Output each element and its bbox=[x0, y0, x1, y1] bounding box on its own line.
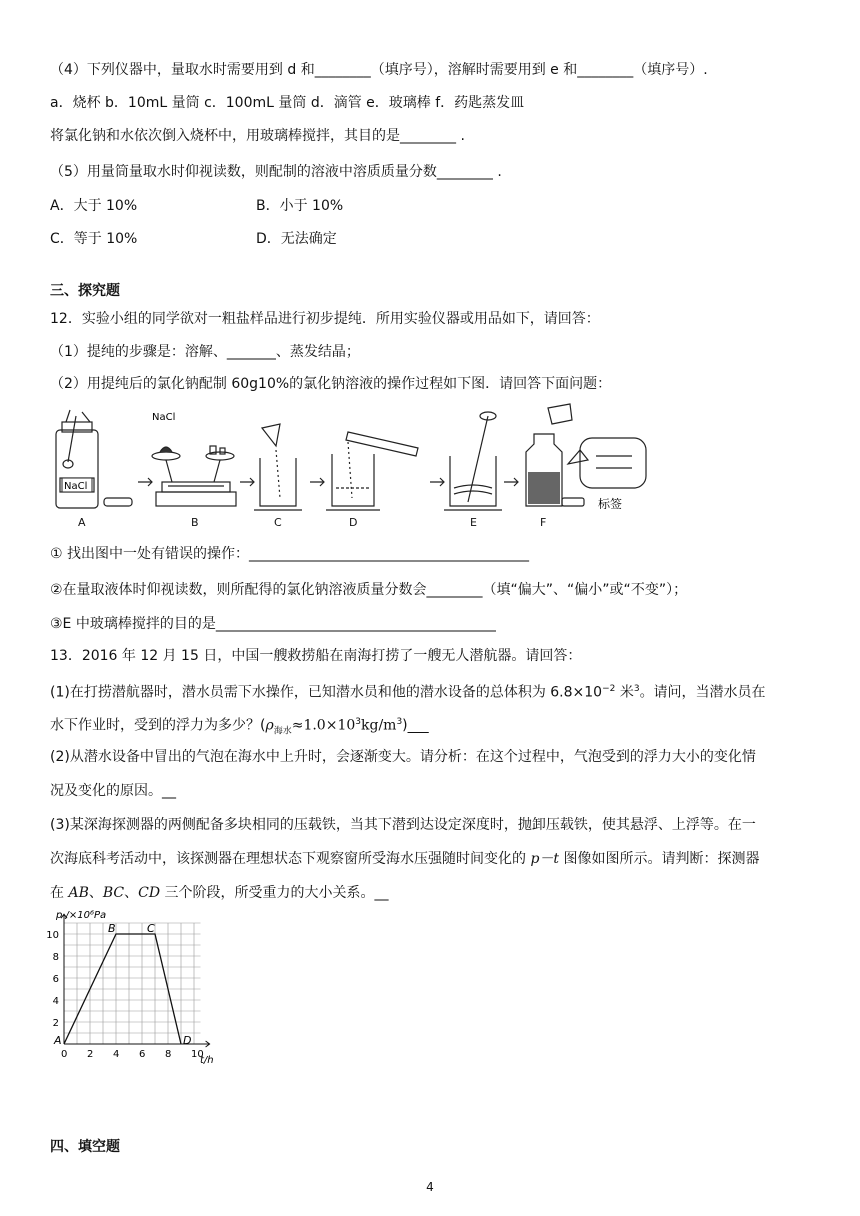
x-tick-label: 10 bbox=[191, 1049, 204, 1060]
q12-subq3: ③E 中玻璃棒搅拌的目的是________________________________________ bbox=[50, 616, 496, 632]
q13-part3-line1: (3)某深海探测器的两侧配备多块相同的压载铁，当其下潜到达设定深度时，抛卸压载铁，使其悬浮、上浮等。在一 bbox=[50, 817, 756, 833]
pressure-time-chart bbox=[40, 908, 240, 1068]
q12-part1: （1）提纯的步骤是：溶解、_______、蒸发结晶； bbox=[50, 344, 360, 360]
y-tick-label: 10 bbox=[46, 930, 59, 941]
y-axis-label: p /×10⁶Pa bbox=[56, 910, 107, 921]
arrow-c-d bbox=[310, 478, 324, 486]
q12-subq2: ②在量取液体时仰视读数，则所配得的氯化钠溶液质量分数会________（填“偏大”、“偏小”或“不变”）； bbox=[50, 582, 688, 598]
q12-subq1: ① 找出图中一处有错误的操作：________________________________________ bbox=[50, 546, 530, 562]
arrow-d-e bbox=[430, 478, 444, 486]
y-tick-label: 8 bbox=[52, 952, 59, 963]
y-tick-label: 4 bbox=[52, 996, 59, 1007]
option-d: D．无法确定 bbox=[256, 231, 337, 247]
x-tick-label: 8 bbox=[165, 1049, 172, 1060]
nacl-jar-label: NaCl bbox=[64, 481, 88, 492]
q12-stem: 12．实验小组的同学欲对一粗盐样品进行初步提纯．所用实验仪器或用品如下，请回答： bbox=[50, 311, 600, 327]
beaker-c-illustration bbox=[254, 424, 302, 510]
x-axis-label: t/h bbox=[200, 1055, 214, 1066]
q13-part2-line2: 况及变化的原因。__ bbox=[50, 783, 176, 799]
q13-part2-line1: (2)从潜水设备中冒出的气泡在海水中上升时，会逐渐变大。请分析：在这个过程中，气泡受到的浮力大小的变化情 bbox=[50, 749, 756, 765]
page-number: 4 bbox=[426, 1180, 434, 1194]
option-a: A．大于 10% bbox=[50, 198, 138, 214]
q11-part4-line3: 将氯化钠和水依次倒入烧杯中，用玻璃棒搅拌，其目的是________ . bbox=[50, 128, 465, 144]
option-c: C．等于 10% bbox=[50, 231, 138, 247]
q13-stem: 13．2016 年 12 月 15 日，中国一艘救捞船在南海打捞了一艘无人潜航器。请回答： bbox=[50, 648, 582, 664]
point-label-a: A bbox=[54, 1034, 62, 1047]
step-label-b: B bbox=[191, 516, 199, 529]
q11-part4-line1: （4）下列仪器中，量取水时需要用到 d 和________（填序号），溶解时需要用到 e 和________（填序号）. bbox=[50, 62, 708, 78]
beaker-e-illustration bbox=[444, 412, 502, 510]
q13-part1-line2: 水下作业时，受到的浮力为多少？$(\rho_{海水}\approx 1.0\times 10^3kg/m^3)\_\_\_$ bbox=[50, 717, 429, 737]
section-heading-4: 四、填空题 bbox=[50, 1139, 120, 1155]
tag-label: 标签 bbox=[598, 497, 623, 511]
x-tick-label: 4 bbox=[113, 1049, 120, 1060]
experiment-figure bbox=[48, 402, 648, 532]
reagent-jar-illustration bbox=[56, 410, 132, 508]
point-label-c: C bbox=[147, 922, 155, 935]
bottle-f-illustration bbox=[526, 404, 646, 506]
step-label-d: D bbox=[349, 516, 358, 529]
step-label-f: F bbox=[540, 516, 547, 529]
y-tick-label: 6 bbox=[52, 974, 59, 985]
step-label-e: E bbox=[470, 516, 477, 529]
y-tick-label: 2 bbox=[52, 1018, 59, 1029]
q13-part1-line1: (1)在打捞潜航器时，潜水员需下水操作，已知潜水员和他的潜水设备的总体积为 $6.8\times 10^{-2}$ 米$^3$。请问，当潜水员在 bbox=[50, 684, 766, 701]
step-label-c: C bbox=[274, 516, 282, 529]
arrow-b-c bbox=[240, 478, 254, 486]
point-label-d: D bbox=[183, 1034, 192, 1047]
section-heading-3: 三、探究题 bbox=[50, 283, 120, 299]
x-tick-label: 6 bbox=[139, 1049, 146, 1060]
q13-part3-line3: 在 AB、BC、CD 三个阶段，所受重力的大小关系。__ bbox=[50, 885, 389, 901]
x-tick-label: 0 bbox=[61, 1049, 68, 1060]
q13-part3-line2: 次海底科考活动中，该探测器在理想状态下观察窗所受海水压强随时间变化的 p－t 图像如图所示。请判断：探测器 bbox=[50, 851, 760, 867]
nacl-balance-label: NaCl bbox=[152, 412, 176, 423]
beaker-d-illustration bbox=[326, 432, 418, 510]
point-label-b: B bbox=[108, 922, 116, 935]
option-b: B．小于 10% bbox=[256, 198, 344, 214]
q11-part4-items: a．烧杯 b．10mL 量筒 c．100mL 量筒 d．滴管 e．玻璃棒 f．药匙蒸发皿 bbox=[50, 95, 525, 111]
q11-part5: （5）用量筒量取水时仰视读数，则配制的溶液中溶质质量分数________ . bbox=[50, 164, 502, 180]
arrow-a-b bbox=[138, 478, 152, 486]
x-tick-label: 2 bbox=[87, 1049, 94, 1060]
q12-part2: （2）用提纯后的氯化钠配制 60g10%的氯化钠溶液的操作过程如下图．请回答下面问题： bbox=[50, 376, 612, 392]
balance-illustration bbox=[152, 446, 236, 506]
step-label-a: A bbox=[78, 516, 86, 529]
arrow-e-f bbox=[504, 478, 518, 486]
